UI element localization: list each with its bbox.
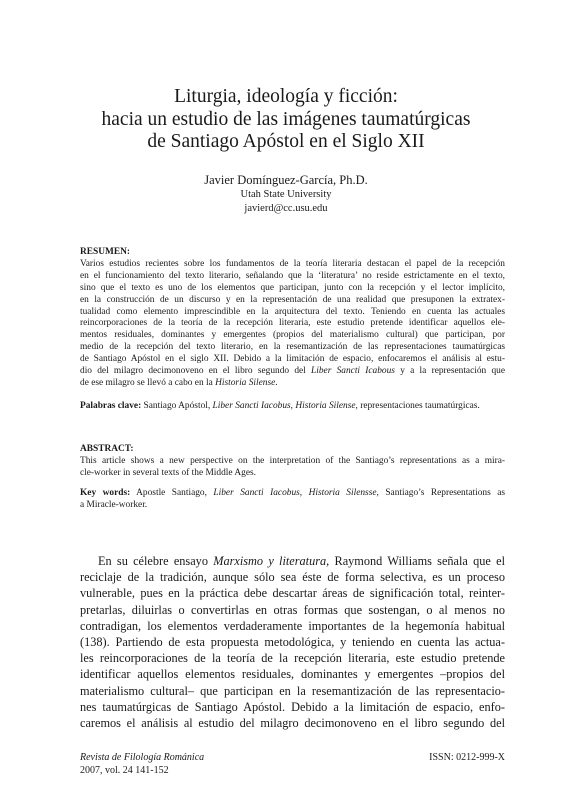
title-line-2: hacia un estudio de las imágenes taumatúrgicas — [101, 108, 471, 130]
journal-volume: 2007, vol. 24 141-152 — [80, 764, 169, 776]
resumen-line: mentos residuales, dominantes y emergentes (propios del materialismo cultural) que participan, por — [80, 330, 505, 341]
key-words-text: Santiago’s Representations as — [378, 488, 506, 498]
palabras-clave-text: representaciones taumatúrgicas. — [357, 401, 480, 411]
body-text: Raymond Williams señala que el — [329, 554, 506, 568]
title-line-3: de Santiago Apóstol en el Siglo XII — [147, 131, 425, 152]
title-line-1: Liturgia, ideología y ficción: — [174, 86, 398, 107]
resumen-text: y a la representación que — [394, 366, 506, 377]
resumen-italic: Liber Sancti Icabous — [311, 366, 395, 377]
body-italic: Marxismo y literatura, — [213, 554, 330, 568]
resumen-line — [80, 378, 505, 390]
abstract-line: cle-worker in several texts of the Middle Ages. — [80, 467, 256, 478]
body-line: nes taumatúrgicas de Santiago Apóstol. Debido a la limitación de espacio, enfo- — [80, 699, 505, 714]
resumen-line: en la construcción de un discurso y en la representación de una realidad que presuponen la extratex- — [80, 294, 505, 305]
resumen-italic: Historia Silense — [215, 377, 276, 388]
abstract-line: This article shows a new perspective on the interpretation of the Santiago’s representations as a mira- — [80, 455, 505, 466]
resumen-line: sino que el texto es uno de los elementos que participan, junto con la recepción y el lector implícito, — [80, 282, 505, 293]
footer-issn: ISSN: 0212-999-X — [429, 752, 505, 763]
palabras-clave-text: Santiago Apóstol, — [141, 401, 213, 411]
body-line: identificar aquellos elementos residuales, dominantes y emergentes –propios del — [80, 667, 505, 682]
resumen-line: Varios estudios recientes sobre los fundamentos de la teoría literaria destacan el papel de la recepción — [80, 258, 505, 269]
author-name: Javier Domínguez-García, Ph.D. — [204, 173, 368, 187]
abstract-heading: ABSTRACT: — [80, 444, 134, 454]
resumen-section — [80, 247, 505, 390]
body-line: contradigan, los elementos verdaderamente importantes de la hegemonía habitual — [80, 618, 505, 633]
journal-name: Revista de Filología Románica — [80, 752, 205, 763]
resumen-text: . — [275, 377, 278, 388]
body-line: caremos el análisis al estudio del milagro decimonoveno en el libro segundo del — [80, 716, 505, 731]
palabras-clave — [80, 401, 505, 413]
resumen-text: dio del milagro decimonoveno en el libro segundo del — [80, 366, 312, 377]
resumen-line: en el funcionamiento del texto literario, señalando que la ‘literatura’ no reside estrictamente en el texto, — [80, 270, 505, 281]
footer-journal-info — [80, 752, 204, 777]
body-line: materialismo cultural– que participan en la resemantización de las representacio- — [80, 683, 505, 698]
author-email: javierd@cc.usu.edu — [244, 202, 328, 214]
key-words-line — [80, 488, 505, 500]
body-line: pretarlas, diluirlas o convertirlas en otras formas que sostengan, o al menos no — [80, 602, 505, 617]
body-line — [80, 553, 505, 569]
key-words-line: a Miracle-worker. — [80, 499, 148, 510]
resumen-line: tualidad como elemento imprescindible en la arquitectura del texto. Teniendo en cuenta las actuales — [80, 306, 505, 317]
key-words-text: Apostle Santiago, — [130, 488, 214, 498]
palabras-clave-italic: Liber Sancti Iacobus, Historia Silense, — [212, 401, 358, 411]
body-line: vulnerable, pues en la práctica debe descartar áreas de significación total, reinter- — [80, 586, 505, 601]
key-words-italic: Liber Sancti Iacobus, Historia Silensse, — [213, 488, 379, 498]
abstract-section — [80, 444, 505, 480]
body-text: En su célebre ensayo — [98, 554, 214, 568]
key-words — [80, 488, 505, 512]
resumen-line — [80, 366, 505, 378]
key-words-label: Key words: — [80, 488, 131, 498]
author-block — [60, 172, 512, 215]
resumen-line: medio de la recepción del texto literario, en la resemantización de las representaciones taumatúrgicas — [80, 342, 505, 353]
body-line: reciclaje de la tradición, aunque sólo sea éste de forma selectiva, es un proceso — [80, 570, 505, 585]
author-affiliation: Utah State University — [240, 189, 332, 200]
body-paragraph — [80, 553, 505, 731]
resumen-text: de ese milagro se llevó a cabo en la — [80, 377, 216, 388]
palabras-clave-label: Palabras clave: — [80, 401, 142, 411]
article-title — [60, 86, 512, 154]
resumen-line: de Santiago Apóstol en el siglo XII. Debido a la limitación de espacio, enfocaremos el análisis al estu- — [80, 354, 505, 365]
palabras-clave-line — [80, 401, 505, 413]
body-line: les reincorporaciones de la teoría de la recepción literaria, este estudio pretende — [80, 651, 505, 666]
resumen-heading: RESUMEN: — [80, 247, 131, 257]
resumen-line: reincorporaciones de la teoría de la recepción literaria, este estudio pretende identificar aquellos ele- — [80, 318, 505, 329]
body-line: (138). Partiendo de esta propuesta metodológica, y teniendo en cuenta las actua- — [80, 635, 505, 650]
